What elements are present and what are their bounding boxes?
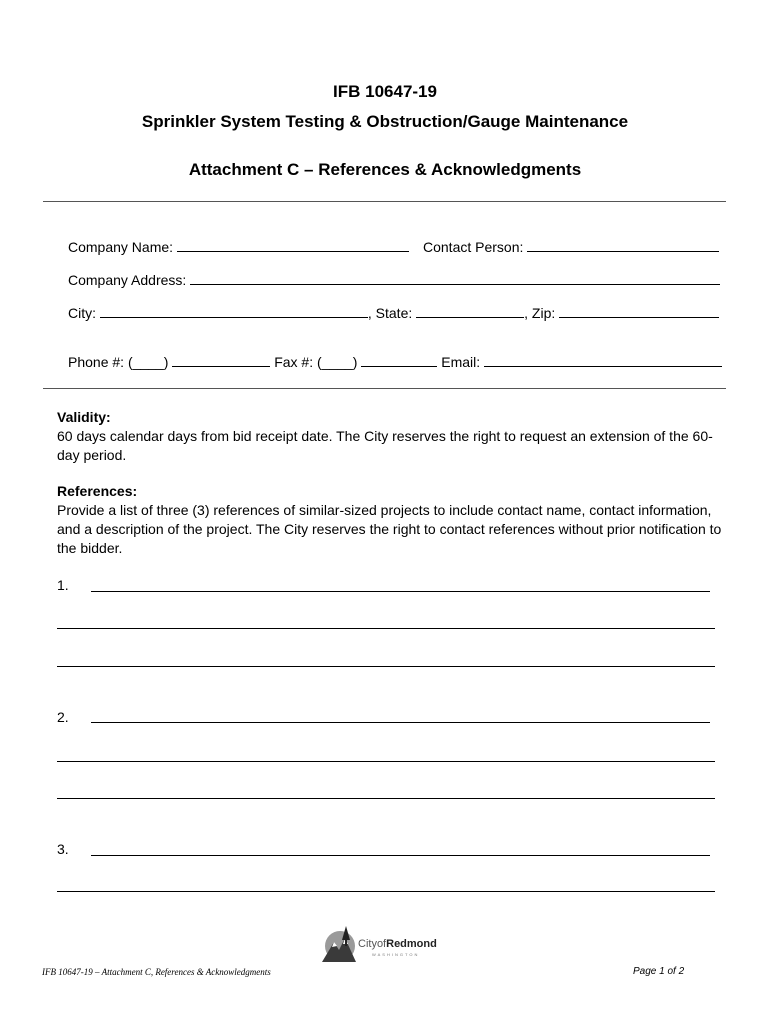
contact-person-row <box>423 237 719 255</box>
reference-1-line-1[interactable] <box>91 591 710 592</box>
city-state-zip-row <box>68 303 719 321</box>
reference-2-line-2[interactable] <box>57 761 715 762</box>
reference-1-line-2[interactable] <box>57 628 715 629</box>
contact-person-label: Contact Person: <box>423 239 524 255</box>
state-field[interactable] <box>416 303 524 318</box>
logo-name-prefix: Cityof <box>358 938 387 950</box>
email-field[interactable] <box>484 352 722 367</box>
reference-number-1: 1. <box>57 577 69 593</box>
city-of-redmond-logo <box>318 920 458 968</box>
reference-2-line-1[interactable] <box>91 722 710 723</box>
document-title: Sprinkler System Testing & Obstruction/Gauge Maintenance <box>141 112 629 131</box>
reference-3-line-1[interactable] <box>91 855 710 856</box>
mountain-tree-icon <box>318 920 358 968</box>
reference-number-3: 3. <box>57 841 69 857</box>
reference-2-line-3[interactable] <box>57 798 715 799</box>
zip-label: , Zip: <box>524 305 556 321</box>
reference-number-2: 2. <box>57 709 69 725</box>
company-name-row <box>68 237 409 255</box>
footer-document-label: IFB 10647-19 – Attachment C, References & Acknowledgments <box>42 967 271 977</box>
references-heading: References: <box>57 483 138 499</box>
references-text: Provide a list of three (3) references of similar-sized projects to include contact name, contact information, and a description of the project. The City reserves the right to contact references without prior notification to the bidder. <box>57 502 722 556</box>
attachment-title: Attachment C – References & Acknowledgments <box>188 160 582 179</box>
phone-field[interactable] <box>172 352 270 367</box>
reference-3-line-2[interactable] <box>57 891 715 892</box>
email-label: Email: <box>441 354 481 370</box>
city-field[interactable] <box>100 303 368 318</box>
page-number: Page 1 of 2 <box>633 966 685 977</box>
company-address-label: Company Address: <box>68 272 187 288</box>
zip-field[interactable] <box>559 303 719 318</box>
header-divider <box>43 201 726 202</box>
phone-label: Phone #: (____) <box>68 354 169 370</box>
form-divider <box>43 388 726 389</box>
validity-text: 60 days calendar days from bid receipt date. The City reserves the right to request an extension of the 60-day period. <box>57 428 713 463</box>
company-address-row <box>68 270 720 288</box>
logo-state: WASHINGTON <box>372 952 420 957</box>
company-address-field[interactable] <box>190 270 720 285</box>
logo-name-main: Redmond <box>386 938 437 950</box>
contact-person-field[interactable] <box>527 237 719 252</box>
company-name-label: Company Name: <box>68 239 174 255</box>
company-name-field[interactable] <box>177 237 409 252</box>
fax-label: Fax #: (____) <box>274 354 358 370</box>
validity-heading: Validity: <box>57 409 111 425</box>
document-number: IFB 10647-19 <box>333 82 437 101</box>
city-label: City: <box>68 305 96 321</box>
phone-fax-email-row <box>68 352 722 370</box>
fax-field[interactable] <box>361 352 437 367</box>
state-label: , State: <box>367 305 413 321</box>
reference-1-line-3[interactable] <box>57 666 715 667</box>
